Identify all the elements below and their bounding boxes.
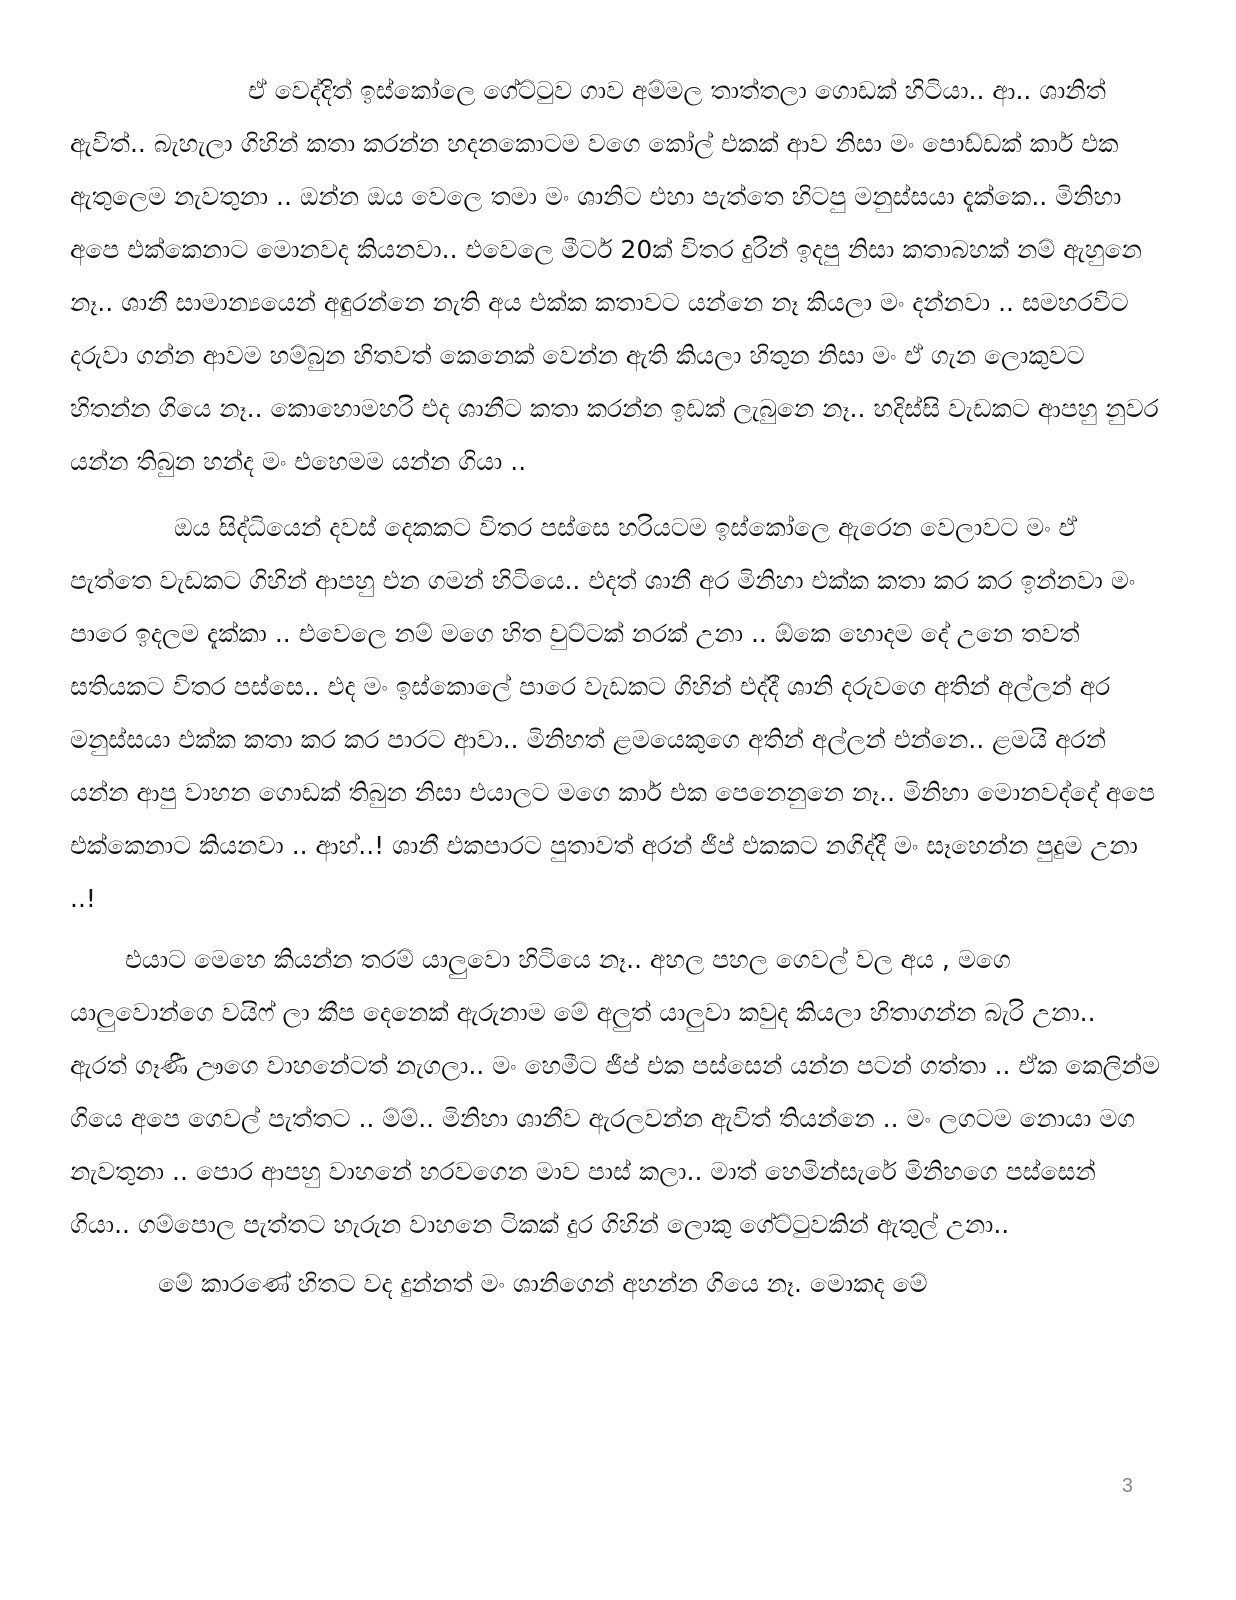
body-text: [70, 64, 1160, 1310]
paragraph-3: එයාට මෙහෙ කියන්න තරම් යාලුවො හිටියෙ නෑ.. අහල පහල ගෙවල් වල අය , මගෙ යාලුවොන්ගෙ වයිෆ් ලා කීප දෙනෙක් ඇරුනාම මේ අලුත් යාලුවා කවුද කියලා හිතාගන්න බැරි උනා.. ඇරත් ගෑණී ඌගෙ වාහනේටත් නැගලා.. මං හෙමීට ජීප් එක පස්සෙන් යන්න පටන් ගත්තා .. ඒක කෙලින්ම ගියෙ අපෙ ගෙවල් පැත්තට .. ම්ම්.. මිනිහා ශානීව ඇරලවන්න ඇවිත් තියන්නෙ .. මං ලගටම නොයා මග නැවතුනා .. පොර ආපහු වාහනේ හරවගෙන මාව පාස් කලා.. මාත් හෙමින්සැරේ මිනිහගෙ පස්සෙන් ගියා.. ගම්පොල පැත්තට හැරුන වාහනෙ ටිකක් දුර ගිහින් ලොකු ගේට්ටුවකින් ඇතුල් උනා..: [70, 945, 1160, 1239]
page-number: 3: [1121, 1475, 1133, 1497]
paragraph-4: මේ කාරණේ හිතට වද දුන්නත් මං ශානිගෙන් අහන්න ගියෙ නෑ. මොකද මේ: [158, 1269, 928, 1298]
paragraph-1: ඒ වෙද්දිත් ඉස්කෝලෙ ගේට්ටුව ගාව අම්මල තාත්තලා ගොඩක් හිටියා.. ආ.. ශානිත් ඇවිත්.. බැහැලා ගිහින් කතා කරන්න හදනකොටම වගෙ කෝල් එකක් ආව නිසා මං පොඩ්ඩක් කාර් එක ඇතුලෙම නැවතුනා .. ඔන්න ඔය වෙලෙ තමා මං ශානිට එහා පැත්තෙ හිටපු මනුස්සයා දැක්කෙ.. මිනිහා අපෙ එක්කෙනාට මොනවද කියනවා.. එවෙලෙ මීටර් 20ක් විතර දුරින් ඉදපු නිසා කතාබහක් නම් ඇහුනෙ නෑ.. ශානී සාමාන්‍යයෙන් අඳුරන්නෙ නැති අය එක්ක කතාවට යන්නෙ නෑ කියලා මං දන්නවා .. සමහරවිට දරුවා ගන්න ආවම හම්බුන හිතවත් කෙනෙක් වෙන්න ඇති කියලා හිතුන නිසා මං ඒ ගැන ලොකුවට හිතන්න ගියෙ නෑ.. කොහොමහරි එද ශානීට කතා කරන්න ඉඩක් ලැබුනෙ නෑ.. හදිස්සි වැඩකට ආපහු නුවර යන්න තිබුන හන්ද මං එහෙමම යන්න ගියා ..: [70, 76, 1159, 476]
paragraph-2: ඔය සිද්ධියෙන් දවස් දෙකකට විතර පස්සෙ හරියටම ඉස්කෝලෙ ඇරෙන වෙලාවට මං ඒ පැත්තෙ වැඩකට ගිහින් ආපහු එන ගමන් හිටියෙ.. එදත් ශානී අර මිනිහා එක්ක කතා කර කර ඉන්නවා මං පාරෙ ඉදලම දැක්කා .. එවෙලෙ නම් මගෙ හිත චුට්ටක් නරක් උනා .. ඕකෙ හොදම දේ උනෙ තවත් සතියකට විතර පස්සෙ.. එද මං ඉස්කොලේ පාරෙ වැඩකට ගිහින් එද්දී ශානි දරුවගෙ අතින් අල්ලන් අර මනුස්සයා එක්ක කතා කර කර පාරට ආවා.. මිනිහත් ළමයෙකුගෙ අතින් අල්ලන් එන්නෙ.. ළමයි අරන් යන්න ආපු වාහන ගොඩක් තිබුන නිසා එයාලට මගෙ කාර් එක පෙනෙනුනෙ නෑ.. මිනිහා මොනවද්දේ අපෙ එක්කෙනාට කියනවා .. ආහ්..! ශානී එකපාරට පුතාවත් අරන් ජීප් එකකට නගිද්දී මං සෑහෙන්න පුදුම උනා ..!: [70, 513, 1156, 913]
